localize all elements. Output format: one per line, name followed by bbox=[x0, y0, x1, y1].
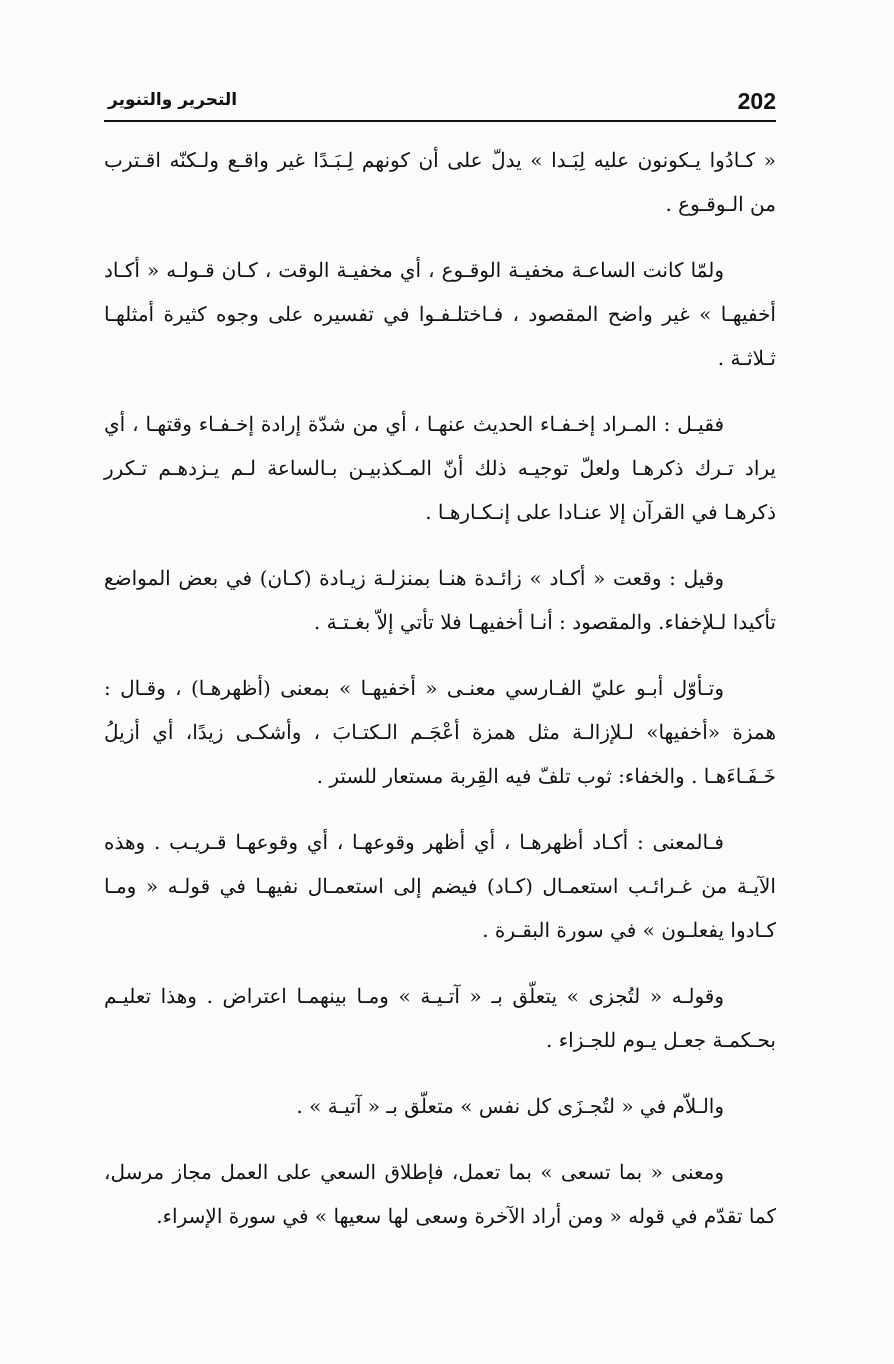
paragraph-5: وتـأوّل أبـو عليّ الفـارسي معنـى « أخفيهـا » بمعنى (أظهرهـا) ، وقـال : همزة «أخفيها» لـلإزالـة مثل همزة أعْجَـم الـكتـابَ ، وأشكـى زيدًا، أي أزيلُ خَـفَـاءَهـا . والخفاء: ثوب تلفّ فيه القِربة مستعار للستر . bbox=[104, 676, 776, 788]
paragraph-8: والـلاّم في « لتُجـزَى كل نفس » متعلّق بـ « آتيـة » . bbox=[296, 1094, 724, 1118]
paragraph-2: ولمّا كانت الساعـة مخفيـة الوقـوع ، أي مخفيـة الوقت ، كـان قـولـه « أكـاد أخفيهـا » غير واضح المقصود ، فـاختلـفـوا في تفسيره على وجوه كثيرة أمثلهـا ثـلاثـة . bbox=[104, 258, 776, 370]
paragraph-3: فقيـل : المـراد إخـفـاء الحديث عنهـا ، أي من شدّة إرادة إخـفـاء وقتهـا ، أي يراد تـرك ذكرهـا ولعلّ توجيـه ذلك أنّ المـكذبيـن بـالساعة لـم يـزدهـم تـكرر ذكرهـا في القرآن إلا عنـادا على إنـكـارهـا . bbox=[104, 412, 776, 524]
paragraph-4: وقيل : وقعت « أكـاد » زائـدة هنـا بمنزلـة زيـادة (كـان) في بعض المواضع تأكيدا لـلإخفاء. والمقصود : أنـا أخفيهـا فلا تأتي إلاّ بغـتـة . bbox=[104, 566, 776, 634]
page-number: 202 bbox=[737, 88, 776, 114]
paragraph-6: فـالمعنى : أكـاد أظهرهـا ، أي أظهر وقوعهـا ، أي وقوعهـا قـريـب . وهذه الآيـة من غـرائـب استعمـال (كـاد) فيضم إلى استعمـال نفيهـا في قولـه « ومـا كـادوا يفعلـون » في سورة البقـرة . bbox=[104, 830, 776, 942]
body-text bbox=[104, 138, 776, 1260]
paragraph-9: ومعنى « بما تسعى » بما تعمل، فإطلاق السعي على العمل مجاز مرسل، كما تقدّم في قوله « ومن أراد الآخرة وسعى لها سعيها » في سورة الإسراء. bbox=[104, 1160, 776, 1228]
header-divider bbox=[104, 120, 776, 122]
paragraph-1: « كـادُوا يـكونون عليه لِبَـدا » يدلّ على أن كونهم لِـبَـدًا غير واقـع ولـكنّه اقـترب من الـوقـوع . bbox=[104, 148, 776, 216]
paragraph-7: وقولـه « لتُجزى » يتعلّق بـ « آتـيـة » ومـا بينهمـا اعتراض . وهذا تعليـم بحـكمـة جعـل يـوم للجـزاء . bbox=[104, 984, 776, 1052]
page-header bbox=[104, 88, 776, 122]
running-title: التحرير والتنوير bbox=[108, 90, 238, 110]
